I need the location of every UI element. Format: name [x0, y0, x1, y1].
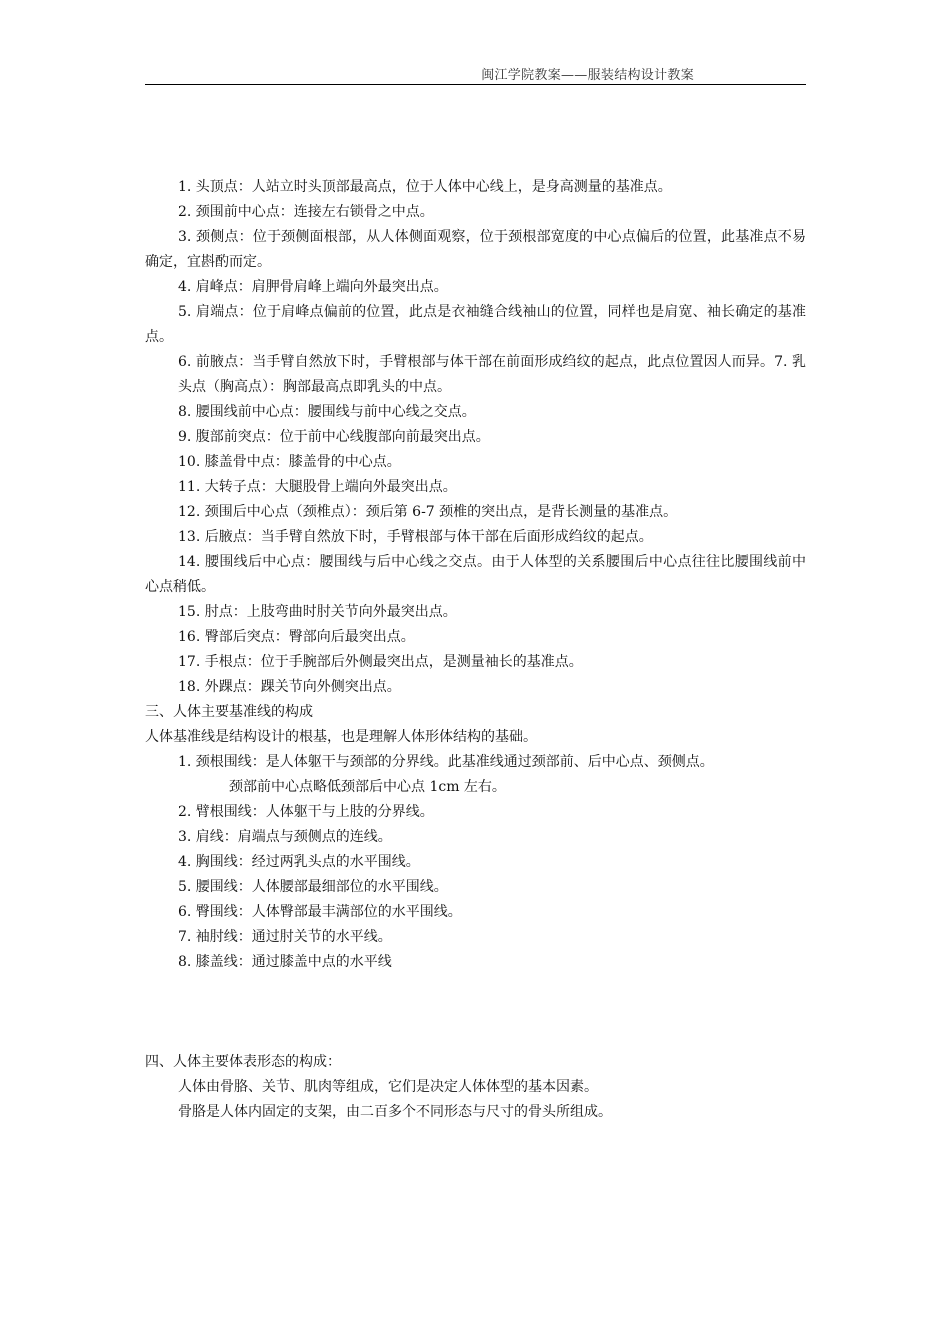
list-item: 2. 颈围前中心点：连接左右锁骨之中点。	[178, 204, 434, 220]
list-item: 11. 大转子点：大腿股骨上端向外最突出点。	[178, 479, 457, 495]
list-item: 17. 手根点：位于手腕部后外侧最突出点，是测量袖长的基准点。	[178, 654, 583, 670]
reference-lines-list	[145, 750, 806, 975]
list-item: 10. 膝盖骨中点：膝盖骨的中心点。	[178, 454, 401, 470]
list-item: 7. 袖肘线：通过肘关节的水平线。	[178, 929, 392, 945]
page-header	[145, 64, 806, 85]
list-item: 2. 臂根围线：人体躯干与上肢的分界线。	[178, 804, 434, 820]
list-item: 8. 膝盖线：通过膝盖中点的水平线	[178, 954, 392, 970]
spacer	[145, 1025, 806, 1050]
list-item: 18. 外踝点：踝关节向外侧突出点。	[178, 679, 401, 695]
list-item-note: 颈部前中心点略低颈部后中心点 1cm 左右。	[229, 779, 506, 795]
list-item: 1. 头顶点：人站立时头顶部最高点，位于人体中心线上，是身高测量的基准点。	[178, 179, 672, 195]
reference-points-list	[145, 175, 806, 700]
header-title: 闽江学院教案——服装结构设计教案	[481, 68, 694, 83]
list-item: 15. 肘点：上肢弯曲时肘关节向外最突出点。	[178, 604, 457, 620]
spacer	[145, 975, 806, 1025]
section-4-heading: 四、人体主要体表形态的构成：	[145, 1054, 341, 1070]
list-item: 12. 颈围后中心点（颈椎点）：颈后第 6-7 颈椎的突出点，是背长测量的基准点。	[178, 504, 678, 520]
document-body	[145, 175, 806, 1125]
list-item: 8. 腰围线前中心点：腰围线与前中心线之交点。	[178, 404, 476, 420]
list-item: 6. 臀围线：人体臀部最丰满部位的水平围线。	[178, 904, 462, 920]
list-item: 4. 胸围线：经过两乳头点的水平围线。	[178, 854, 420, 870]
section-3-intro: 人体基准线是结构设计的根基，也是理解人体形体结构的基础。	[145, 729, 537, 745]
list-item: 3. 颈侧点：位于颈侧面根部，从人体侧面观察，位于颈根部宽度的中心点偏后的位置，此基准点不易确定，宜斟酌而定。	[145, 229, 806, 270]
section-3-heading: 三、人体主要基准线的构成	[145, 704, 313, 720]
list-item: 13. 后腋点：当手臂自然放下时，手臂根部与体干部在后面形成绉纹的起点。	[178, 529, 653, 545]
list-item: 1. 颈根围线：是人体躯干与颈部的分界线。此基准线通过颈部前、后中心点、颈侧点。	[178, 754, 714, 770]
list-item: 5. 肩端点：位于肩峰点偏前的位置，此点是衣袖缝合线袖山的位置，同样也是肩宽、袖长确定的基准点。	[145, 304, 806, 345]
paragraph: 骨胳是人体内固定的支架，由二百多个不同形态与尺寸的骨头所组成。	[178, 1104, 612, 1120]
paragraph: 人体由骨胳、关节、肌肉等组成，它们是决定人体体型的基本因素。	[178, 1079, 598, 1095]
list-item: 5. 腰围线：人体腰部最细部位的水平围线。	[178, 879, 448, 895]
list-item: 6. 前腋点：当手臂自然放下时，手臂根部与体干部在前面形成绉纹的起点，此点位置因人而异。7. 乳头点（胸高点）：胸部最高点即乳头的中点。	[178, 354, 806, 395]
list-item: 3. 肩线：肩端点与颈侧点的连线。	[178, 829, 392, 845]
list-item: 9. 腹部前突点：位于前中心线腹部向前最突出点。	[178, 429, 490, 445]
list-item: 14. 腰围线后中心点：腰围线与后中心线之交点。由于人体型的关系腰围后中心点往往比腰围线前中心点稍低。	[145, 554, 806, 595]
list-item: 4. 肩峰点：肩胛骨肩峰上端向外最突出点。	[178, 279, 448, 295]
list-item: 16. 臀部后突点：臀部向后最突出点。	[178, 629, 415, 645]
